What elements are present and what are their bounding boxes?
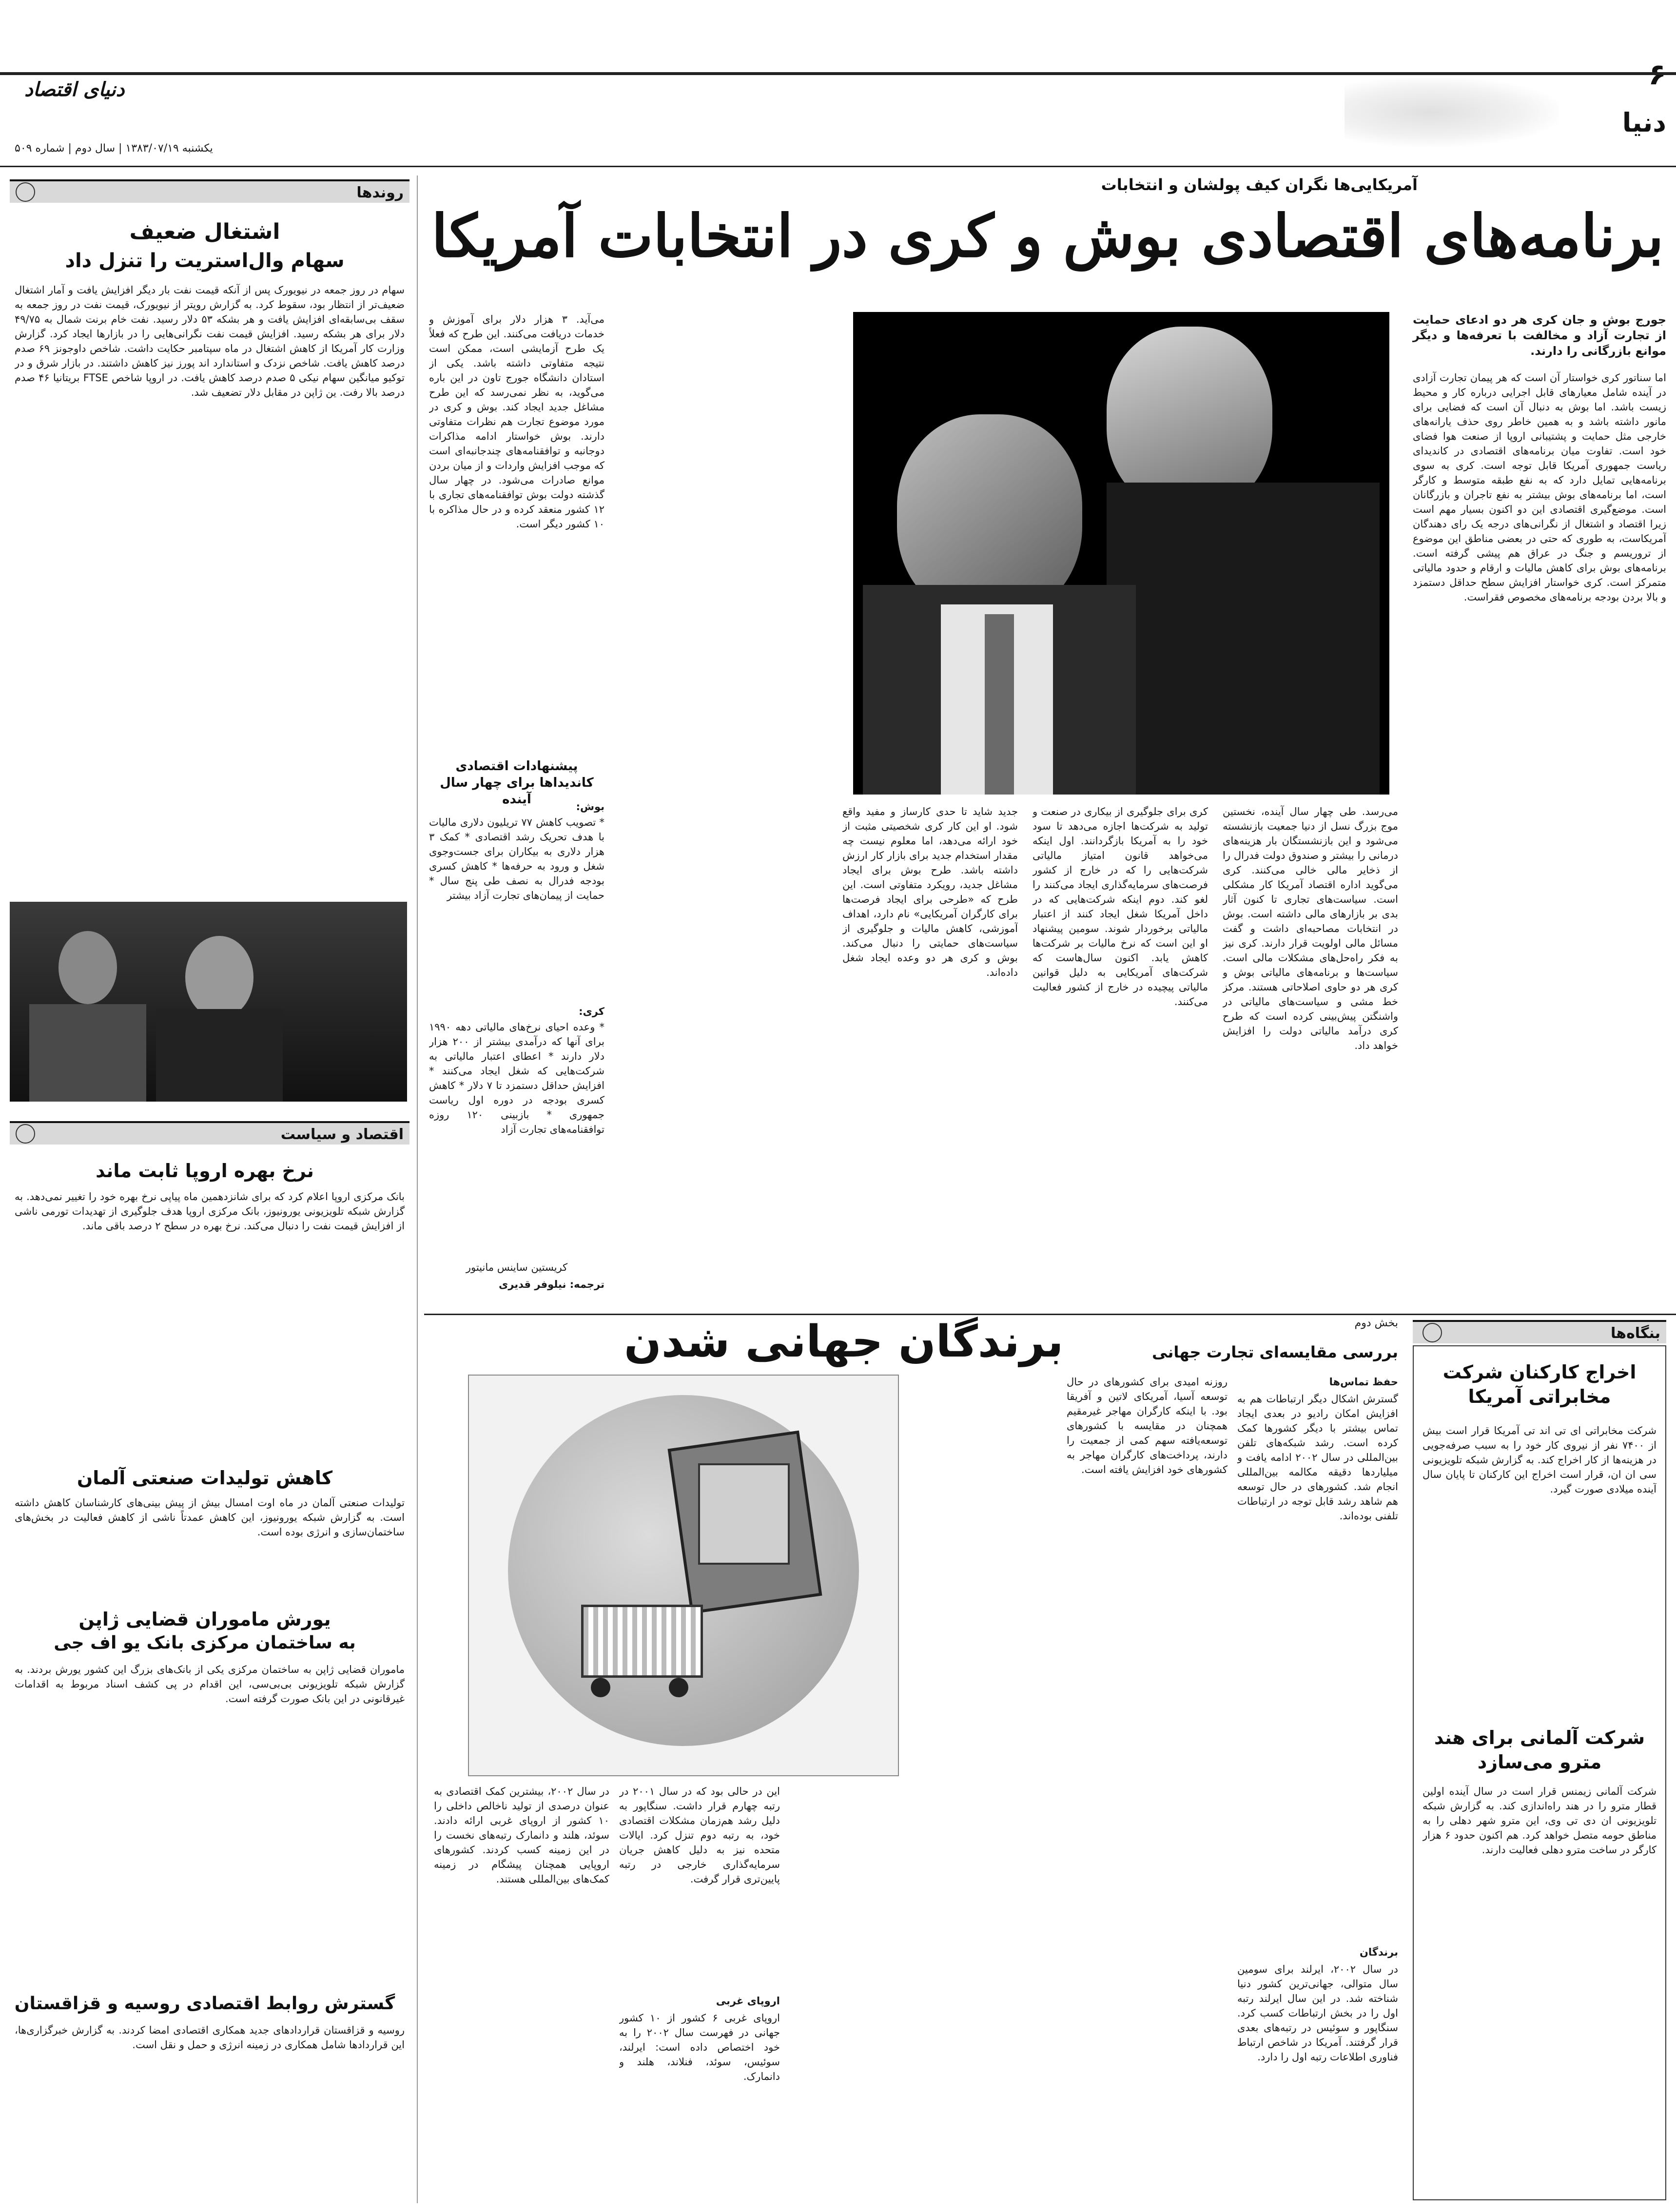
companies-heading-1: اخراج کارکنان شرکت مخابراتی آمریکا — [1442, 1361, 1637, 1407]
companies-box-title: بنگاه‌ها — [1611, 1325, 1660, 1342]
ep-heading-2: کاهش تولیدات صنعتی آلمان — [77, 1467, 333, 1489]
kerry-label: کری: — [579, 1006, 604, 1017]
companies-paragraph-1: شرکت مخابراتی ای تی اند تی آمریکا قرار است بیش از ۷۴۰۰ نفر از نیروی کار خود را به سبب صرفه‌جویی در هزینه‌ها از کار اخراج کند. به گزارش شبکه تلویزیونی سی ان ان، قرار است اخراج این کارکنان تا پایان سال آینده میلادی صورت گیرد. — [1423, 1425, 1657, 1495]
source-credit: کریستین ساینس مانیتور — [466, 1261, 568, 1273]
ep-paragraph-1: بانک مرکزی اروپا اعلام کرد که برای شانزدهمین ماه پیاپی نرخ بهره خود را تغییر نمی‌دهد. به گزارش شبکه تلویزیونی یورونیوز، بانک مرکزی اروپا هدف جلوگیری از تهدیدات تورمی ناشی از افزایش قیمت نفت را دنبال می‌کند. نرخ بهره در سطح ۲ درصد باقی ماند. — [15, 1191, 405, 1232]
feature-column-1: گسترش اشکال دیگر ارتباطات هم به افزایش امکان رادیو در بعدی ایجاد تماس بیشتر با دیگر کشورها کمک کرده است. رشد شبکه‌های تلفن بین‌المللی در سال ۲۰۰۲ ادامه یافت و میلیاردها دقیقه مکالمه بین‌المللی انجام شد. کشورهای در حال توسعه هم شاهد رشد قابل توجه در ارتباطات تلفنی بوده‌اند. — [1237, 1393, 1398, 1522]
bush-label: بوش: — [576, 801, 604, 813]
feature-headline: برندگان جهانی شدن — [624, 1316, 1064, 1367]
kerry-proposals: * وعده احیای نرخ‌های مالیاتی دهه ۱۹۹۰ برای آنها که درآمدی بیشتر از ۲۰۰ هزار دلار دارند * اعطای اعتبار مالیاتی به شرکت‌هایی که شغل ایجاد می‌کنند * افزایش حداقل دستمزد تا ۷ دلار * کاهش کسری بودجه در دوره اول ریاست جمهوری * بازبینی ۱۲۰ روزه توافقنامه‌های تجارت آزاد — [429, 1021, 604, 1135]
feature-column-5: در سال ۲۰۰۲، بیشترین کمک اقتصادی به عنوان درصدی از تولید ناخالص داخلی را ۱۰ کشور از اروپای غربی ارائه دادند. سوئد، هلند و دانمارک رتبه‌های نخست را در این زمینه کسب کردند. کشورهای اروپایی همچنان پیشگام در زمینه کمک‌های بین‌المللی هستند. — [434, 1785, 609, 1885]
lead-intro: جورج بوش و جان کری هر دو ادعای حمایت از تجارت آزاد و مخالفت با تعرفه‌ها و دیگر موانع بازرگانی را دارند. — [1413, 313, 1666, 358]
ep-paragraph-4: روسیه و قزاقستان قراردادهای جدید همکاری اقتصادی امضا کردند. به گزارش خبرگزاری‌ها، این قراردادها شامل همکاری در زمینه انرژی و حمل و نقل است. — [15, 2024, 405, 2051]
globe-computer-illustration — [468, 1375, 899, 1776]
trading-floor-photo — [10, 902, 407, 1102]
feature-column-2: در سال ۲۰۰۲، ایرلند برای سومین سال متوالی، جهانی‌ترین کشور دنیا شناخته شد. در این سال ایرلند رتبه اول را در بخش ارتباطات کسب کرد. سنگاپور و سوئیس در رتبه‌های بعدی قرار گرفتند. آمریکا در شاخص ارتباط فناوری اطلاعات رتبه اول را دارد. — [1237, 1963, 1398, 2063]
left-column-divider — [417, 175, 418, 2203]
feature-subheading-3: اروپای غربی — [716, 1995, 780, 2007]
feature-part-label: بخش دوم — [1354, 1317, 1398, 1329]
lead-headline: برنامه‌های اقتصادی بوش و کری در انتخابات آمریکا — [431, 202, 1664, 271]
globe-icon — [16, 182, 35, 202]
ep-paragraph-2: تولیدات صنعتی آلمان در ماه اوت امسال بیش از پیش بینی‌های کارشناسان کاهش داشته است. به گزارش شبکه یورونیوز، این کاهش عمدتاً ناشی از کاهش فعالیت در بخش‌های ساختمان‌سازی و انرژی بوده است. — [15, 1497, 405, 1538]
lead-column-4: جدید شاید تا حدی کارساز و مفید واقع شود. او این کار کری شخصیتی مثبت از خود ارائه می‌دهد، اما معلوم نیست چه مقدار استخدام جدید برای بازار کار ارزش داشته باشد. طرح بوش برای ایجاد مشاغل جدید، رویکرد متفاوتی است. این طرح که «طرحی برای ایجاد فرصت‌ها برای کارگران آمریکایی» نام دارد، اهداف آموزشی، کاهش مالیات و جلوگیری از سیاست‌های حمایتی را دنبال می‌کند. بوش و کری هر دو وعده ایجاد شغل داده‌اند. — [842, 806, 1018, 978]
paper-logo: دنیای اقتصاد — [24, 78, 125, 101]
trends-title-2: سهام وال‌استریت را تنزل داد — [65, 250, 345, 272]
ep-heading-4: گسترش روابط اقتصادی روسیه و قزاقستان — [14, 1994, 395, 2014]
trends-box-header — [10, 179, 409, 203]
ep-heading-3: یورش ماموران قضایی ژاپن — [78, 1609, 331, 1630]
trends-body: سهام در روز جمعه در نیویورک پس از آنکه قیمت نفت بار دیگر افزایش یافت و آمار اشتغال ضعیف‌تر از انتظار بود، سقوط کرد. به گزارش رویتر از نیویورک، قیمت نفت در روز جمعه به سقف بی‌سابقه‌ای افزایش یافت و هر بشکه ۵۳ دلار رسید. نفت خام برنت شمال به ۴۹/۷۵ دلار برای هر بشکه رسید. افزایش قیمت نفت نگرانی‌هایی را در بازارها ایجاد کرد. گزارش وزارت کار آمریکا از کاهش اشتغال در ماه سپتامبر حکایت داشت. شاخص داوجونز ۶۹ صدم درصد کاهش یافت. شاخص نزدک و استاندارد اند پورز نیز کاهش داشتند. در بازار شرق و در توکیو میانگین سهام نیکی ۵ صدم درصد کاهش یافت. در اروپا شاخص FTSE بریتانیا ۴۶ صدم درصد بالا رفت. ین ژاپن در مقابل دلار تضعیف شد. — [15, 284, 405, 398]
globe-icon — [16, 1124, 35, 1144]
lead-kicker: آمریکایی‌ها نگران کیف پولشان و انتخابات — [1101, 175, 1418, 194]
ep-paragraph-3: ماموران قضایی ژاپن به ساختمان مرکزی یکی از بانک‌های بزرگ این کشور یورش بردند. به گزارش شبکه تلویزیونی بی‌بی‌سی، این اقدام در پی کشف اسناد مربوط به اقدامات غیرقانونی در این بانک صورت گرفته است. — [15, 1664, 405, 1705]
lead-column-3: کری برای جلوگیری از بیکاری در صنعت و تولید به شرکت‌ها اجازه می‌دهد تا سود خود را به آمریکا بازگردانند. اول اینکه می‌خواهد قانون امتیاز مالیاتی شرکت‌هایی را که در خارج از کشور فرصت‌های سرمایه‌گذاری ایجاد می‌کنند را لغو کند. دوم اینکه شرکت‌هایی که در داخل آمریکا شغل ایجاد کنند از اعتبار مالیاتی برخوردار شوند. سومین پیشنهاد او این است که نرخ مالیات بر شرکت‌ها کاهش یابد. اکنون سال‌هاست که شرکت‌های آمریکایی به دلیل قوانین مالیاتی پیچیده در خارج از کشور فعالیت می‌کنند. — [1033, 806, 1208, 1008]
feature-column-3: روزنه امیدی برای کشورهای در حال توسعه آسیا، آمریکای لاتین و آفریقا بود. با اینکه کارگران مهاجر غیرمقیم همچنان در مقایسه با کشورهای توسعه‌یافته سهم کمی از جمعیت را دارند، پرداخت‌های کارگران مهاجر به کشورهای خود افزایش یافته است. — [1067, 1376, 1228, 1475]
economy-politics-box-header — [10, 1121, 409, 1145]
top-rule — [0, 72, 1676, 75]
feature-column-4b: اروپای غربی ۶ کشور از ۱۰ کشور جهانی در فهرست سال ۲۰۰۲ را به خود اختصاص داده است: ایرلند، سوئیس، سوئد، فنلاند، هلند و دانمارک. — [619, 2012, 780, 2082]
lead-bottom-rule — [424, 1314, 1676, 1315]
feature-column-4: این در حالی بود که در سال ۲۰۰۱ در رتبه چهارم قرار داشت. سنگاپور به دلیل رشد هم‌زمان مشکلات اقتصادی خود، به رتبه دوم تنزل کرد. ایالات متحده نیز به دلیل کاهش جریان سرمایه‌گذاری خارجی در رتبه پایین‌تری قرار گرفت. — [619, 1785, 780, 1885]
ep-heading-3b: به ساختمان مرکزی بانک یو اف جی — [54, 1633, 356, 1653]
lead-column-5-subheading: پیشنهادات اقتصادی کاندیداها برای چهار سال آینده — [440, 759, 594, 807]
feature-subheading-1: حفظ تماس‌ها — [1329, 1376, 1398, 1388]
bush-proposals: * تصویب کاهش ۷۷ تریلیون دلاری مالیات با هدف تحریک رشد اقتصادی * کمک ۳ هزار دلاری به بیکاران برای جست‌وجوی شغل و ورود به حرفه‌ها * کاهش کسری بودجه فدرال به نصف طی پنج سال * حمایت از پیمان‌های تجارت آزاد بیشتر — [429, 816, 604, 901]
companies-heading-2: شرکت آلمانی برای هند مترو می‌سازد — [1434, 1727, 1645, 1773]
dateline: یکشنبه ۱۳۸۳/۰۷/۱۹ | سال دوم | شماره ۵۰۹ — [15, 142, 213, 155]
ep-heading-1: نرخ بهره اروپا ثابت ماند — [96, 1160, 314, 1182]
globe-icon — [1423, 1323, 1442, 1342]
translator-credit: ترجمه: نیلوفر قدیری — [498, 1279, 604, 1290]
lead-column-2: می‌رسد. طی چهار سال آینده، نخستین موج بزرگ نسل از دنیا جمعیت بازنشسته می‌شود و این بازنشستگان بار هزینه‌های درمانی را بیشتر و صندوق دولت فدرال را از ذخایر مالی خالی می‌کنند. کری می‌گوید اداره اقتصاد آمریکا کار مشکلی است. سیاست‌های تجاری تا کنون آثار بدی بر بازارهای مالی داشته است. بوش در انتخابات مصاحبه‌ای داشت و گفت مسائل مالی اولویت قرار دارند. کری نیز به فکر راه‌حل‌های مشکلات مالی است. سیاست‌ها و برنامه‌های مالیاتی بوش و کری هر دو حاوی اصلاحاتی هستند. مرکز خط مشی و سیاست‌های مالیاتی در واشنگتن پیش‌بینی کرده است که طرح کری درآمد مالیاتی دولت را افزایش خواهد داد. — [1223, 806, 1398, 1051]
trends-title-1: اشتغال ضعیف — [129, 219, 280, 244]
header-bottom-rule — [0, 166, 1676, 167]
trends-box-title: روندها — [356, 184, 404, 201]
feature-subheading-2: برندگان — [1360, 1946, 1398, 1958]
companies-box-header — [1413, 1320, 1666, 1343]
section-title: دنیا — [1622, 107, 1666, 138]
portrait-photo — [853, 312, 1389, 795]
feature-kicker: بررسی مقایسه‌ای تجارت جهانی — [1151, 1343, 1398, 1361]
lead-column-1: اما سناتور کری خواستار آن است که هر پیمان تجارت آزادی در آینده شامل معیارهای قابل اجرایی درباره کار و محیط زیست باشد. اما بوش به دنبال آن است که فضایی برای مانور داشته باشد و به همین خاطر روی حذف یارانه‌های خارجی مثل حمایت و پشتیبانی اروپا از صنعت هوا فضای خود است. تفاوت میان برنامه‌های اقتصادی در کاندیدای ریاست جمهوری آمریکا قابل توجه است. کری به سوی برنامه‌هایی تمایل دارد که به نفع طبقه متوسط و کارگر است، اما برنامه‌های بوش بیشتر به نفع تاجران و بازرگانان است. موضع‌گیری اقتصادی این دو اکنون بسیار مهم است زیرا اقتصاد و اشتغال از نگرانی‌های درجه یک رای دهندگان آمریکاست، به طوری که حتی در بعضی مناطق این موضوع از تروریسم و جنگ در عراق هم پیشی گرفته است. برنامه‌های بوش برای کاهش مالیات و ارقام و حدود مالیاتی متمرکز است. کری خواستار افزایش سطح حداقل دستمزد و بالا بردن بودجه برنامه‌های مخصوص فقراست. — [1413, 372, 1666, 603]
lead-column-5: می‌آید. ۳ هزار دلار برای آموزش و خدمات دریافت می‌کنند. این طرح که فعلاً یک طرح آزمایشی است، ممکن است نتیجه متفاوتی داشته باشد. یکی از استادان دانشگاه جورج تاون در این باره می‌گوید، به نظر نمی‌رسد که این طرح مشاغل جدید ایجاد کند. بوش و کری در مورد موضوع تجارت هم نظرات متفاوتی دارند. بوش خواستار ادامه مذاکرات دوجانبه و توافقنامه‌های چندجانبه‌ای است که موجب افزایش واردات و از میان بردن موانع صادرات می‌شود. در چهار سال گذشته دولت بوش توافقنامه‌های تجاری با ۱۲ کشور منعقد کرده و در حال مذاکره با ۱۰ کشور دیگر است. — [429, 313, 604, 530]
economy-politics-box-title: اقتصاد و سیاست — [280, 1126, 404, 1143]
companies-paragraph-2: شرکت آلمانی زیمنس قرار است در سال آینده اولین قطار مترو را در هند راه‌اندازی کند. به گزارش شبکه تلویزیونی ان دی تی وی، این مترو شهر دهلی را به مناطق حومه متصل خواهد کرد. هم اکنون حدود ۶ هزار کارگر در ساخت مترو دهلی فعالیت دارند. — [1423, 1785, 1657, 1856]
world-map-graphic — [1345, 78, 1559, 146]
